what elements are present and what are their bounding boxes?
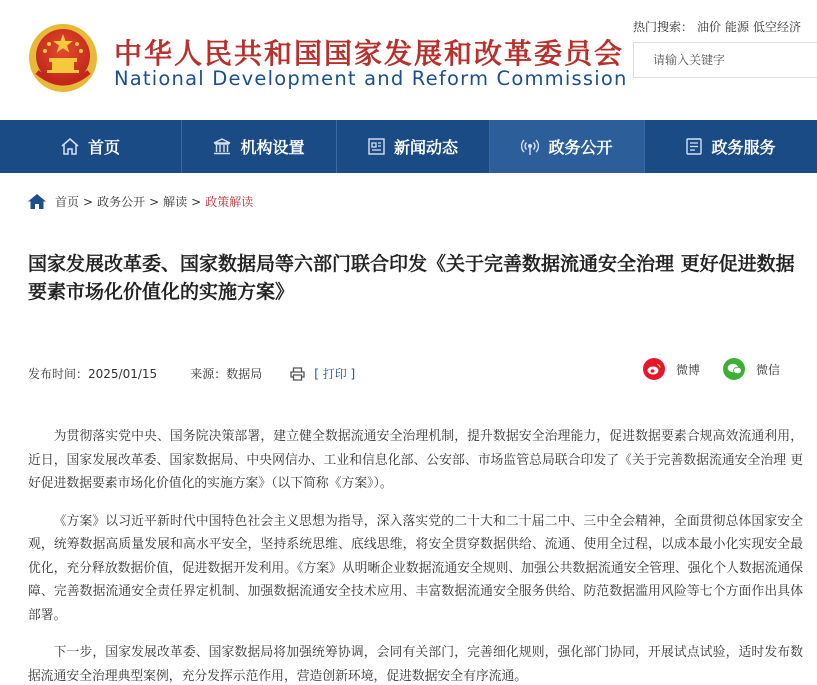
hot-search bbox=[633, 18, 805, 35]
hot-search-energy[interactable]: 能源 bbox=[725, 20, 750, 34]
source-value: 数据局 bbox=[226, 367, 263, 381]
nav-gov-affairs[interactable] bbox=[490, 120, 645, 173]
nav-gov-service-label: 政务服务 bbox=[711, 138, 776, 157]
home-icon[interactable] bbox=[28, 194, 46, 209]
search-input[interactable] bbox=[633, 42, 817, 78]
site-header bbox=[0, 0, 817, 120]
national-emblem-icon[interactable] bbox=[27, 22, 99, 94]
institution-icon bbox=[213, 138, 231, 155]
nav-gov-affairs-label: 政务公开 bbox=[548, 138, 613, 157]
document-icon bbox=[686, 138, 702, 155]
nav-news[interactable] bbox=[337, 120, 490, 173]
wechat-icon bbox=[723, 358, 745, 380]
breadcrumb-home[interactable]: 首页 bbox=[55, 195, 80, 209]
article-paragraph: 为贯彻落实党中央、国务院决策部署，建立健全数据流通安全治理机制，提升数据安全治理能力，促进数据要素合规高效流通利用，近日，国家发展改革委、国家数据局、中央网信办、工业和信息化部、公安部、市场监管总局联合印发了《关于完善数据流通安全治理 更好促进数据要素市场化价值化的实施方案》（以下简称《方案》）。 bbox=[28, 429, 803, 491]
hot-search-oil-price[interactable]: 油价 bbox=[697, 20, 722, 34]
share-wechat-label: 微信 bbox=[756, 362, 781, 377]
article-paragraph: 《方案》以习近平新时代中国特色社会主义思想为指导，深入落实党的二十大和二十届二中、三中全会精神，全面贯彻总体国家安全观，统筹数据高质量发展和高水平安全，坚持系统思维、底线思维，将安全贯穿数据供给、流通、使用全过程，以成本最小化实现安全最优化，充分释放数据价值，促进数据开发利用。《方案》从明晰企业数据流通安全规则、加强公共数据流通安全管理、强化个人数据流通保障、完善数据流通安全责任界定机制、加强数据流通安全技术应用、丰富数据流通安全服务供给、防范数据滥用风险等七个方面作出具体部署。 bbox=[28, 513, 803, 623]
home-icon bbox=[61, 138, 79, 155]
breadcrumb-separator: > bbox=[191, 194, 202, 209]
printer-icon bbox=[290, 367, 305, 381]
breadcrumb-separator: > bbox=[83, 194, 94, 209]
share-wechat-button[interactable] bbox=[723, 358, 780, 380]
share-weibo-label: 微博 bbox=[676, 362, 701, 377]
news-icon bbox=[368, 138, 385, 155]
publish-label: 发布时间： bbox=[28, 367, 89, 381]
site-title-en[interactable]: National Development and Reform Commission bbox=[114, 67, 628, 90]
article-body bbox=[28, 425, 803, 685]
nav-home[interactable] bbox=[0, 120, 182, 173]
main-nav bbox=[0, 120, 817, 173]
print-button[interactable] bbox=[290, 365, 355, 382]
breadcrumb bbox=[28, 193, 253, 210]
weibo-icon bbox=[643, 358, 665, 380]
publish-date: 2025/01/15 bbox=[88, 366, 158, 381]
breadcrumb-interpretation[interactable]: 解读 bbox=[163, 195, 188, 209]
nav-institution[interactable] bbox=[182, 120, 337, 173]
nav-institution-label: 机构设置 bbox=[240, 138, 305, 157]
breadcrumb-separator: > bbox=[149, 194, 160, 209]
site-title-cn[interactable]: 中华人民共和国国家发展和改革委员会 bbox=[114, 37, 625, 70]
article-title: 国家发展改革委、国家数据局等六部门联合印发《关于完善数据流通安全治理 更好促进数据要素市场化价值化的实施方案》 bbox=[28, 253, 795, 303]
breadcrumb-gov-affairs[interactable]: 政务公开 bbox=[97, 195, 146, 209]
broadcast-icon bbox=[521, 138, 539, 156]
nav-gov-service[interactable] bbox=[645, 120, 817, 173]
hot-search-low-altitude[interactable]: 低空经济 bbox=[753, 20, 802, 34]
print-label: [ 打印 ] bbox=[314, 367, 356, 381]
nav-home-label: 首页 bbox=[87, 138, 120, 157]
share-weibo-button[interactable] bbox=[643, 358, 700, 380]
article-paragraph: 下一步，国家发展改革委、国家数据局将加强统筹协调，会同有关部门，完善细化规则，强化部门协同，开展试点试验，适时发布数据流通安全治理典型案例，充分发挥示范作用，营造创新环境，促进数据安全有序流通。 bbox=[28, 645, 803, 684]
nav-news-label: 新闻动态 bbox=[393, 138, 458, 157]
hot-search-label: 热门搜索： bbox=[633, 20, 694, 34]
article-meta bbox=[28, 365, 355, 382]
source-label: 来源： bbox=[190, 367, 227, 381]
breadcrumb-policy-interpretation[interactable]: 政策解读 bbox=[205, 195, 254, 209]
